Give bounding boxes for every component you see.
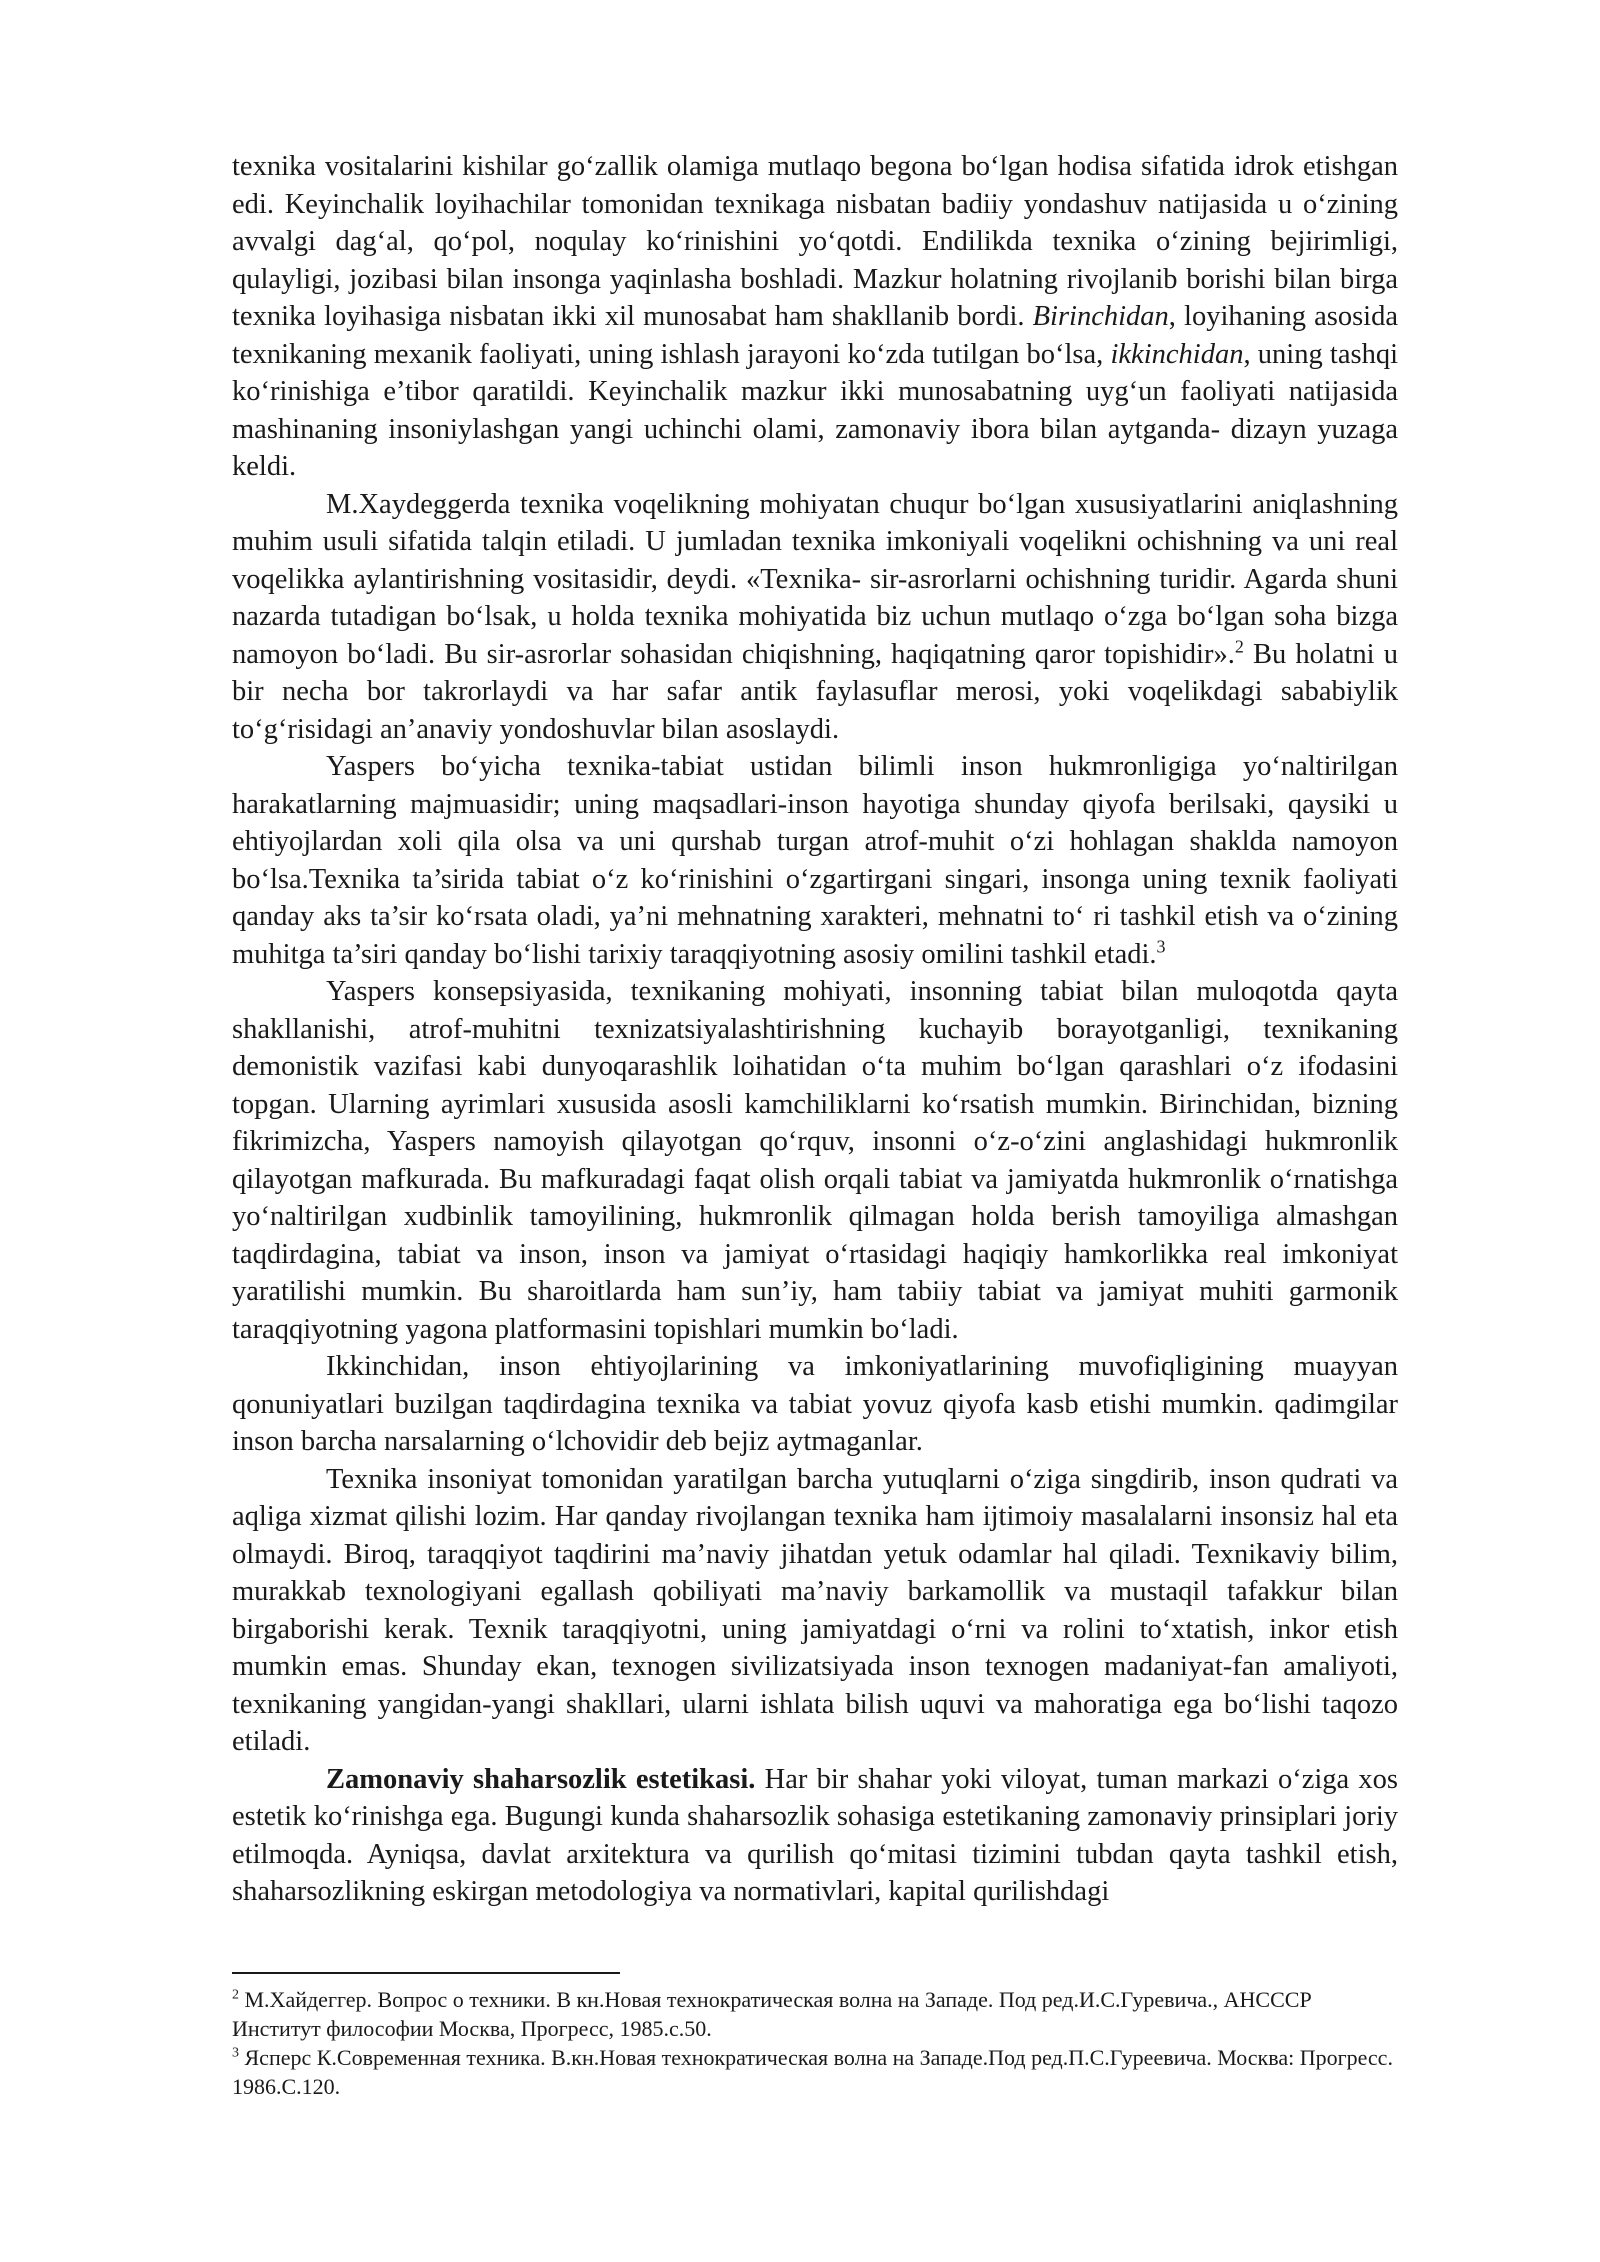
text-run: Har bir shahar yoki viloyat, tuman markazi o‘ziga xos estetik ko‘rinishga ega. Bugungi kunda shaharsozlik sohasiga estetikaning zamonaviy prinsiplari joriy etilmoqda. Ayniqsa, davlat arxitektura va qurilish qo‘mitasi tizimini tubdan qayta tashkil etish, shaharsozlikning eskirgan metodologiya va normativlari, kapital qurilishdagi <box>232 1763 1398 1907</box>
italic-term: ikkinchidan <box>1110 338 1244 370</box>
text-run: texnika vositalarini kishilar go‘zallik olamiga mutlaqo begona bo‘lgan hodisa sifatida idrok etishgan edi. Keyinchalik loyihachilar tomonidan texnikaga nisbatan badiiy yondashuv natijasida u o‘zining avvalgi dag‘al, qo‘pol, noqulay ko‘rinishini yo‘qotdi. Endilikda texnika o‘zining bejirimligi, qulayligi, jozibasi bilan insonga yaqinlasha boshladi. Mazkur holatning rivojlanib borishi bilan birga texnika loyihasiga nisbatan ikki xil munosabat ham shakllanib bordi. <box>232 151 1398 332</box>
footnote <box>232 1985 1398 2043</box>
footnote-number: 2 <box>232 1987 239 2003</box>
paragraph <box>232 148 1398 486</box>
paragraph <box>232 748 1398 973</box>
footnote-ref[interactable]: 3 <box>1156 936 1166 956</box>
text-run: Yaspers bo‘yicha texnika-tabiat ustidan bilimli inson hukmronligiga yo‘naltirilgan harakatlarning majmuasidir; uning maqsadlari-inson hayotiga shunday qiyofa berilsaki, qaysiki u ehtiyojlardan xoli qila olsa va uni qurshab turgan atrof-muhit o‘zi hohlagan shaklda namoyon bo‘lsa.Texnika ta’sirida tabiat o‘z ko‘rinishini o‘zgartirgani singari, insonga uning texnik faoliyati qanday aks ta’sir ko‘rsata oladi, ya’ni mehnatning xarakteri, mehnatni to‘ ri tashkil etish va o‘zining muhitga ta’siri qanday bo‘lishi tarixiy taraqqiyotning asosiy omilini tashkil etadi. <box>232 751 1398 970</box>
footnote <box>232 2043 1398 2101</box>
section-heading: Zamonaviy shaharsozlik estetikasi. <box>326 1763 756 1795</box>
footnote-number: 3 <box>232 2045 239 2061</box>
footnote-text: М.Хайдеггер. Вопрос о техники. В кн.Новая технократическая волна на Западе. Под ред.И.С.Гуревича., АНСССР Институт философии Москва, Прогресс, 1985.с.50. <box>232 1987 1312 2041</box>
paragraph <box>232 1348 1398 1461</box>
text-run: , uning tashqi ko‘rinishiga e’tibor qaratildi. Keyinchalik mazkur ikki munosabatning uyg‘un faoliyati natijasida mashinaning insoniylashgan yangi uchinchi olami, zamonaviy ibora bilan aytganda- dizayn yuzaga keldi. <box>232 338 1398 482</box>
text-run: Bu holatni u bir necha bor takrorlaydi va har safar antik faylasuflar merosi, yoki voqelikdagi sababiylik to‘g‘risidagi an’anaviy yondoshuvlar bilan asoslaydi. <box>232 638 1398 745</box>
paragraph <box>232 1761 1398 1911</box>
italic-term: Birinchidan <box>1032 301 1169 332</box>
text-run: Texnika insoniyat tomonidan yaratilgan barcha yutuqlarni o‘ziga singdirib, inson qudrati va aqliga xizmat qilishi lozim. Har qanday rivojlangan texnika ham ijtimoiy masalalarni insonsiz hal eta olmaydi. Biroq, taraqqiyot taqdirini ma’naviy jihatdan yetuk odamlar hal qiladi. Texnikaviy bilim, murakkab texnologiyani egallash qobiliyati ma’naviy barkamollik va mustaqil tafakkur bilan birgaborishi kerak. Texnik taraqqiyotni, uning jamiyatdagi o‘rni va rolini to‘xtatish, inkor etish mumkin emas. Shunday ekan, texnogen sivilizatsiyada inson texnogen madaniyat-fan amaliyoti, texnikaning yangidan-yangi shakllari, ularni ishlata bilish uquvi va mahoratiga ega bo‘lishi taqozo etiladi. <box>232 1463 1398 1757</box>
paragraph <box>232 973 1398 1348</box>
text-run: Yaspers konsepsiyasida, texnikaning mohiyati, insonning tabiat bilan muloqotda qayta shakllanishi, atrof-muhitni texnizatsiyalashtirishning kuchayib borayotganligi, texnikaning demonistik vazifasi kabi dunyoqarashlik loihatidan o‘ta muhim bo‘lgan qarashlari o‘z ifodasini topgan. Ularning ayrimlari xususida asosli kamchiliklarni ko‘rsatish mumkin. Birinchidan, bizning fikrimizcha, Yaspers namoyish qilayotgan qo‘rquv, insonni o‘z-o‘zini anglashidagi hukmronlik qilayotgan mafkurada. Bu mafkuradagi faqat olish orqali tabiat va jamiyatda hukmronlik o‘rnatishga yo‘naltirilgan xudbinlik tamoyilining, hukmronlik qilmagan holda berish tamoyiliga almashgan taqdirdagina, tabiat va inson, inson va jamiyat o‘rtasidagi haqiqiy hamkorlikka real imkoniyat yaratilishi mumkin. Bu sharoitlarda ham sun’iy, ham tabiiy tabiat va jamiyat muhiti garmonik taraqqiyotning yagona platformasini topishlari mumkin bo‘ladi. <box>232 976 1398 1345</box>
footnote-text: Ясперс К.Современная техника. В.кн.Новая технократическая волна на Западе.Под ред.П.С.Гуреевича. Москва: Прогресс. 1986.С.120. <box>232 2045 1393 2099</box>
document-body <box>232 148 1398 1911</box>
paragraph <box>232 1461 1398 1761</box>
footnote-ref[interactable]: 2 <box>1234 636 1244 656</box>
footnote-separator <box>232 1972 620 1974</box>
text-run: Ikkinchidan, inson ehtiyojlarining va imkoniyatlarining muvofiqligining muayyan qonuniyatlari buzilgan taqdirdagina texnika va tabiat yovuz qiyofa kasb etishi mumkin. qadimgilar inson barcha narsalarning o‘lchovidir deb bejiz aytmaganlar. <box>232 1351 1398 1457</box>
paragraph <box>232 486 1398 749</box>
text-run: , loyihaning asosida texnikaning mexanik faoliyati, uning ishlash jarayoni ko‘zda tutilgan bo‘lsa, <box>232 301 1398 370</box>
text-run: M.Xaydeggerda texnika voqelikning mohiyatan chuqur bo‘lgan xususiyatlarini aniqlashning muhim usuli sifatida talqin etiladi. U jumladan texnika imkoniyali voqelikni ochishning va uni real voqelikka aylantirishning vositasidir, deydi. «Texnika- sir-asrorlarni ochishning turidir. Agarda shuni nazarda tutadigan bo‘lsak, u holda texnika mohiyatida biz uchun mutlaqo o‘zga bo‘lgan soha bizga namoyon bo‘ladi. Bu sir-asrorlar sohasidan chiqishning, haqiqatning qaror topishidir». <box>232 488 1398 670</box>
